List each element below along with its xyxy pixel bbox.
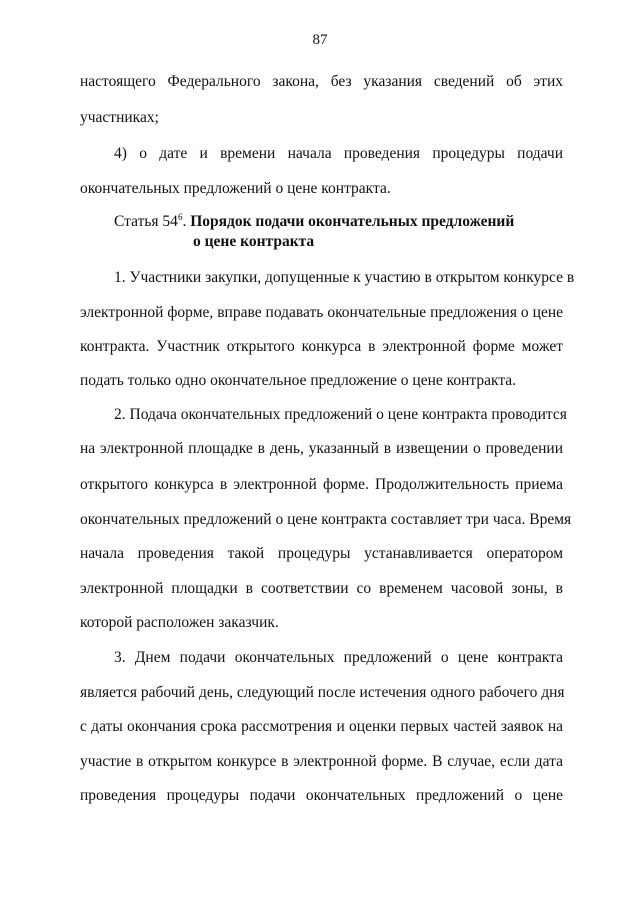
text-line: 2. Подача окончательных предложений о цене контракта проводится — [114, 406, 567, 423]
text-line: подать только одно окончательное предложение о цене контракта. — [80, 372, 517, 389]
text-line: настоящего Федерального закона, без указания сведений об этих — [80, 73, 563, 90]
text-line: на электронной площадке в день, указанный в извещении о проведении — [80, 440, 563, 457]
article-title-line2: о цене контракта — [193, 233, 315, 250]
text-line: 4) о дате и времени начала проведения процедуры подачи — [114, 145, 563, 162]
text-line: участниках; — [80, 109, 159, 126]
text-line: окончательных предложений о цене контракта составляет три часа. Время — [80, 511, 572, 528]
article-prefix: Статья 54 — [114, 213, 178, 230]
text-line: 1. Участники закупки, допущенные к участию в открытом конкурсе в — [114, 269, 575, 286]
text-line: участие в открытом конкурсе в электронной форме. В случае, если дата — [80, 753, 563, 770]
article-superscript: 6 — [177, 212, 183, 222]
text-line: с даты окончания срока рассмотрения и оценки первых частей заявок на — [80, 718, 563, 735]
text-line: электронной площадки в соответствии со временем часовой зоны, в — [80, 580, 563, 597]
text-line: начала проведения такой процедуры устанавливается оператором — [80, 545, 563, 562]
article-heading-line2 — [193, 232, 314, 252]
text-line: является рабочий день, следующий после истечения одного рабочего дня — [80, 684, 565, 701]
article-heading — [114, 212, 514, 232]
text-line: проведения процедуры подачи окончательных предложений о цене — [80, 787, 563, 804]
page-number: 87 — [312, 32, 328, 48]
article-period: . — [182, 213, 187, 230]
text-line: 3. Днем подачи окончательных предложений о цене контракта — [114, 649, 563, 666]
text-line: окончательных предложений о цене контракта. — [80, 180, 391, 197]
article-title-line1: Порядок подачи окончательных предложений — [190, 213, 515, 230]
text-line: контракта. Участник открытого конкурса в электронной форме может — [80, 338, 563, 355]
text-line: электронной форме, вправе подавать окончательные предложения о цене — [80, 304, 563, 321]
text-line: открытого конкурса в электронной форме. Продолжительность приема — [80, 476, 563, 493]
text-line: которой расположен заказчик. — [80, 614, 279, 631]
